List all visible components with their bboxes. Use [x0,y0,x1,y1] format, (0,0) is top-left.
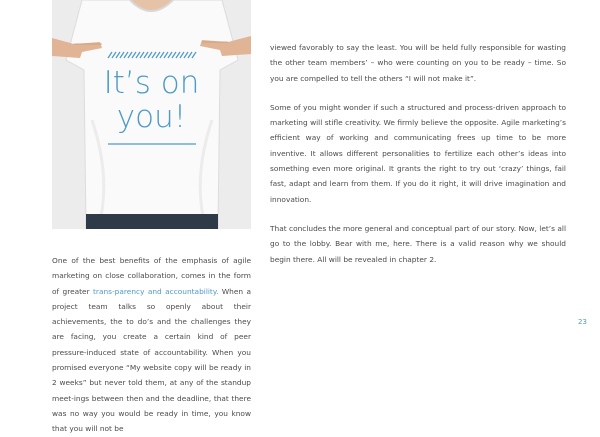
paragraph-text: One of the best benefits of the emphasis of agile marketing on close collaboration, comes in the form of greater [52,256,251,296]
paragraph-text: When a project team talks so openly about their achievements, the to do’s and the challenges they are facing, you create a certain kind of peer pressure-induced state of accountability. When you promised everyone “My website copy will be ready in 2 weeks” but never told them, at any of the standup meet-ings between then and the deadline, that there was no way you would be ready in time, you know that you will not be [52,286,252,434]
paragraph: viewed favorably to say the least. You will be held fully responsible for wasting the other team members’ – who were counting on you to be ready – time. So you are compelled to tell the others “I will not make it”. [270,43,566,83]
left-column [52,253,251,437]
shirt-text-line2: you! [116,99,187,135]
tshirt-photo [52,0,251,229]
page-number: 23 [578,318,587,326]
paragraph: That concludes the more general and conceptual part of our story. Now, let’s all go to the lobby. Bear with me, here. There is a valid reason why we should begin there. All will be revealed in chapter 2. [270,223,566,264]
highlight-text: trans-parency and accountability. [93,286,219,296]
paragraph: Some of you might wonder if such a structured and process-driven approach to marketing will stifle creativity. We firmly believe the opposite. Agile marketing’s efficient way of working and communicating frees up time to be more inventive. It allows different personalities to fertilize each other’s ideas into something even more original. It grants the right to try out ‘crazy’ things, fail fast, adapt and learn from them. If you do it right, it will drive imagination and innovation. [270,102,566,204]
paragraph [52,253,251,437]
right-column [270,40,566,281]
shirt-text-line1: It’s on [103,65,200,101]
